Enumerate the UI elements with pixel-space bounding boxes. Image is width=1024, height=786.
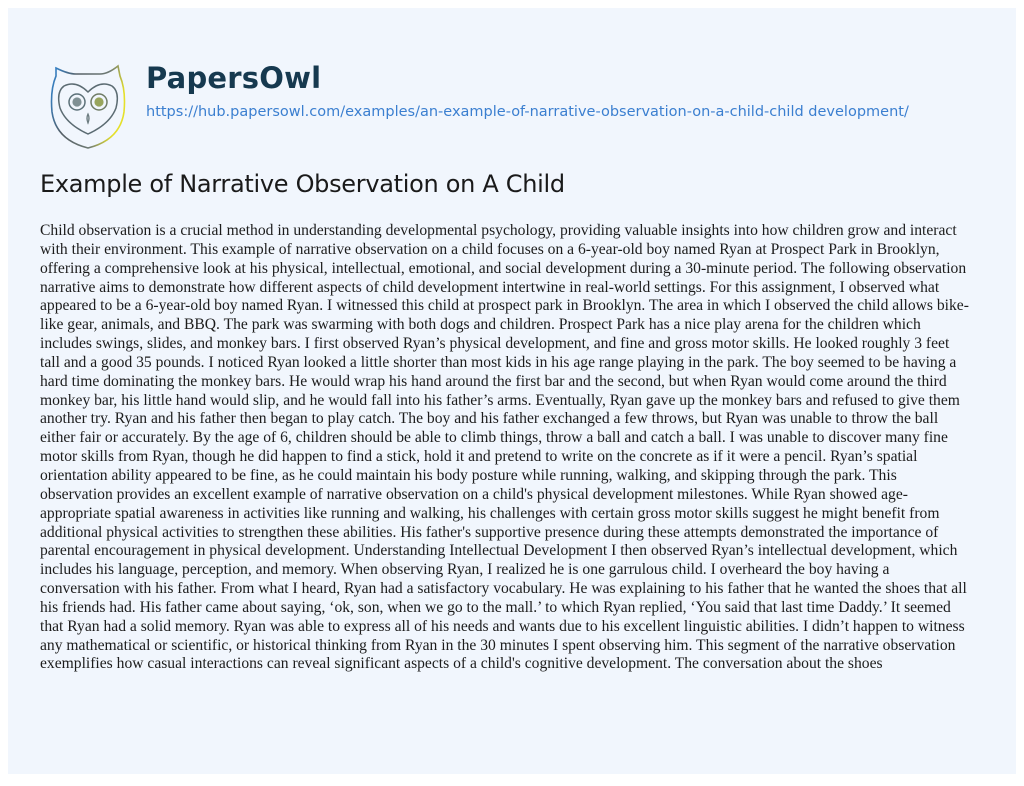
brand-block: [146, 56, 926, 123]
brand-name: PapersOwl: [146, 61, 322, 95]
owl-logo-icon: [46, 62, 130, 154]
document-body-text: Child observation is a crucial method in understanding developmental psychology, providing valuable insights into how children grow and interact with their environment. This example of narrative observation on a child focuses on a 6-year-old boy named Ryan at Prospect Park in Brooklyn, offering a comprehensive look at his physical, intellectual, emotional, and social development during a 30-minute period. The following observation narrative aims to demonstrate how different aspects of child development intertwine in real-world settings. For this assignment, I observed what appeared to be a 6-year-old boy named Ryan. I witnessed this child at prospect park in Brooklyn. The area in which I observed the child allows bike-like gear, animals, and BBQ. The park was swarming with both dogs and children. Prospect Park has a nice play arena for the children which includes swings, slides, and monkey bars. I first observed Ryan’s physical development, and fine and gross motor skills. He looked roughly 3 feet tall and a good 35 pounds. I noticed Ryan looked a little shorter than most kids in his age range playing in the park. The boy seemed to be having a hard time dominating the monkey bars. He would wrap his hand around the first bar and the second, but when Ryan would come around the third monkey bar, his little hand would slip, and he would fall into his father’s arms. Eventually, Ryan gave up the monkey bars and refused to give them another try. Ryan and his father then began to play catch. The boy and his father exchanged a few throws, but Ryan was unable to throw the ball either fair or accurately. By the age of 6, children should be able to climb things, throw a ball and catch a ball. I was unable to discover many fine motor skills from Ryan, though he did happen to find a stick, hold it and pretend to write on the concrete as if it were a pencil. Ryan’s spatial orientation ability appeared to be fine, as he could maintain his body posture while running, walking, and skipping through the park. This observation provides an excellent example of narrative observation on a child's physical development milestones. While Ryan showed age-appropriate spatial awareness in activities like running and walking, his challenges with certain gross motor skills suggest he might benefit from additional physical activities to strengthen these abilities. His father's supportive presence during these attempts demonstrated the importance of parental encouragement in physical development. Understanding Intellectual Development I then observed Ryan’s intellectual development, which includes his language, perception, and memory. When observing Ryan, I realized he is one garrulous child. I overheard the boy having a conversation with his father. From what I heard, Ryan had a satisfactory vocabulary. He was explaining to his father that he wanted the shoes that all his friends had. His father came about saying, ‘ok, son, when we go to the mall.’ to which Ryan replied, ‘You said that last time Daddy.’ It seemed that Ryan had a solid memory. Ryan was able to express all of his needs and wants due to his excellent linguistic abilities. I didn’t happen to witness any mathematical or scientific, or historical thinking from Ryan in the 30 minutes I spent observing him. This segment of the narrative observation exemplifies how casual interactions can reveal significant aspects of a child's cognitive development. The conversation about the shoes: [40, 222, 969, 673]
site-header: [46, 56, 926, 154]
source-url-link[interactable]: https://hub.papersowl.com/examples/an-example-of-narrative-observation-on-a-child-child development/: [146, 104, 909, 120]
page-title: Example of Narrative Observation on A Child: [40, 170, 565, 198]
